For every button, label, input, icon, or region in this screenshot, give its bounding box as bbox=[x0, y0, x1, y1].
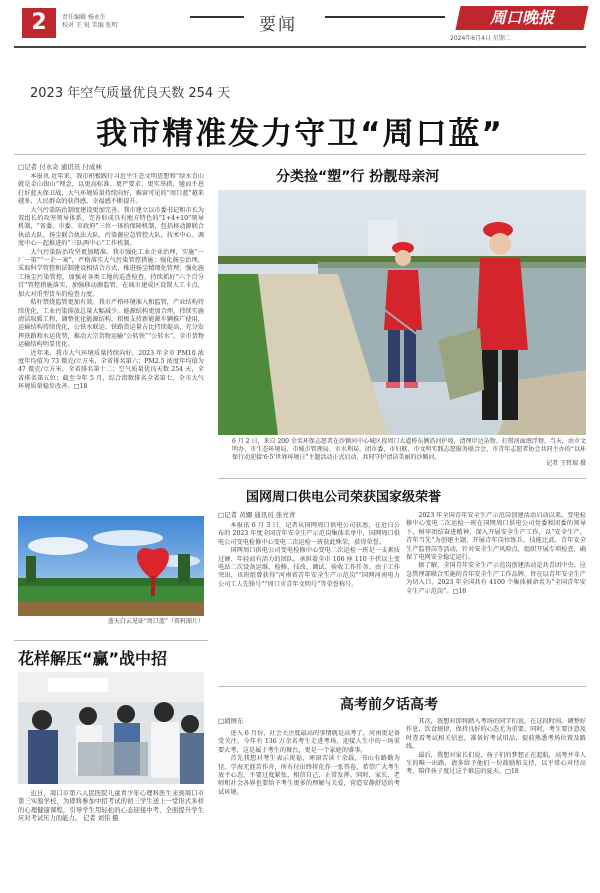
feature-photo-credit: 记者 王哲瑞 摄 bbox=[546, 460, 586, 467]
paragraph: 进入 6 月份，社会关注度最高的事情就是高考了，河南更是备受关注，今年有 136 万余名考生走进考场，迎接人生中的一场重要大考，这是属于考生的舞台，更是一个家庭的盛事。 bbox=[218, 730, 400, 754]
story2-col1 bbox=[218, 522, 400, 682]
volunteers-riverbank-image bbox=[218, 190, 586, 435]
logo-text: 周口晚报 bbox=[489, 8, 554, 27]
paragraph: 秸秆禁烧监管更加有效。我市严格环境准入和监管，产业结构持续优化，工业污染排放总量大幅减少。能源结构更加合理，持续实施清洁取暖工程，调整优化能源结构，积极支持新能源车辆推广使用，运输结构持续优化，公铁水联运、铁路货运量占比持续提高，充分发挥铁路和水运优势，推动大宗货物运输“公转铁”“公转水”，全市货物运输结构明显优化。 bbox=[18, 299, 204, 349]
paragraph: 2023 年全国青年安全生产示范岗创建活动启动以来，变电检修中心变电二次运检一班在国网周口供电公司党委和团委的领导下，树牢团结奋进精神，深入开展安全生产工作，以“安全生产，青年当先”为创建主题，开展青年岗位练兵、技能比武、青年安全生产监督岗等活动，针对安全生产风险点，组织开展专项检查，确保了电网安全稳定运行。 bbox=[406, 512, 586, 562]
editor-line: 校对 王 锐 美编 张明 bbox=[62, 22, 118, 29]
lead-kicker: 2023 年空气质量优良天数 254 天 bbox=[30, 86, 231, 101]
feature-caption: 6 月 2 日，来自 200 余名环保志愿者在沙颍河中心城区段周口大道桥东侧沿河护坡，清理岸边杂物、打捞河面漂浮物。当天，由市文明办、市生态环境局、市城市管理局、市水利局、团市委、市妇联、市文明实践志愿服务联合会、市青年志愿者协会共同主办的“以环保行动迎接‘6·5’世界环境日”主题活动正式启动，共同守护清洁美丽的沙颍河。 bbox=[232, 438, 586, 462]
lead-headline: 我市精准发力守卫“周口蓝” bbox=[96, 116, 504, 152]
paragraph: 最后，我想对家长们说，孩子们的梦想正在起航，高考并非人生的唯一出路，请多给予他们一份鼓励和支持，以平常心对待高考，陪伴孩子度过这个难忘的夏天。□18 bbox=[406, 751, 586, 776]
lead-story-body bbox=[18, 173, 204, 511]
story2-col2 bbox=[406, 512, 586, 682]
paragraph: 近年来，我市大气环境质量持续向好，2023 年全市 PM10 浓度年均值为 73 微克/立方米，全省排名第六；PM2.5 浓度年均值为 47 微克/立方米，全省排名第十二；空气质量优良天数 254 天，全省排名第五位；截至今年 5 月，综合指数排名全省第七，全市大气环境质量稳步改善。□18 bbox=[18, 349, 204, 391]
divider bbox=[14, 640, 208, 641]
divider bbox=[14, 154, 586, 155]
masthead-rule bbox=[14, 46, 586, 48]
paragraph: 国网周口供电公司变电检修中心变电二次运检一班是一支素质过硬、年轻而有活力的团队，承担着全市 106 座 110 千伏以上变电站二次设备运维、检修、技改、调试、验收工作任务。由于工作突出，该班组曾获得“河南省青年安全生产示范岗”“国网河南电力公司工人先锋号”“周口市青年文明号”等荣誉称号。 bbox=[218, 547, 400, 588]
paragraph: 据了解，全国青年安全生产示范岗创建活动是共青团中央、应急管理部联合实施的青年安全生产工作品牌，旨在以青年安全生产为切入口，2023 年全国共有 4100 个集体被命名为“全国青年安全生产示范岗”。□18 bbox=[406, 562, 586, 595]
paragraph: 近日，周口市第六人民医院儿童青少年心理科医生来到周口市第三实验学校，为即将参加中招考试的初三学生送上一堂形式多样的心理健康课程，引导学生用轻松的心态迎接中考，全面提升学生应对考试压力的能力。 记者 刘伟 摄 bbox=[18, 790, 204, 823]
paragraph: 本报讯 6 月 3 日，记者从国网周口供电公司获悉，在近日公布的 2023 年度全国青年安全生产示范岗集体名单中，国网周口供电公司变电检修中心变电二次运检一班获此殊荣，获得荣誉。 bbox=[218, 522, 400, 546]
divider bbox=[218, 478, 586, 479]
story3-headline: 花样解压“赢”战中招 bbox=[18, 649, 168, 668]
story4-byline: □胡屏东 bbox=[218, 717, 244, 725]
classroom-image bbox=[18, 672, 204, 784]
paragraph: 首先我想对考生表示祝福，寒窗苦读十余载，书山有路勤为径，学海无涯苦作舟，所有付出终将化作一张答卷，希望广大考生放平心态，不要过度紧张，相信自己，正常发挥。同时，家长、老师和社会各界也要给予考生更多的理解与关爱，营造安静舒适的考试环境。 bbox=[218, 755, 400, 796]
lead-photo-caption: 蓝天白云见证“周口蓝”（资料图片） bbox=[107, 618, 204, 625]
feature-headline: 分类捡“塑”行 扮靓母亲河 bbox=[276, 169, 440, 185]
story4-col1 bbox=[218, 730, 400, 860]
story4-col2 bbox=[406, 718, 586, 860]
story3-photo bbox=[18, 672, 204, 784]
paragraph: 大气污染防治攻坚更加精准。我市强化工业企业治理，实施“一厂一策”“一企一案”，严格落实大气污染管控措施；强化扬尘治理，采取科学管控和法制建设相结合方式，推进扬尘精细化管理；强化施工扬尘污染管控，加强对各类工地的巡查检查，持续抓好“六个百分百”管控措施落实，加强移动源监管，在城市建成区设置人工卡点，加大对重型货车的检查力度。 bbox=[18, 248, 204, 298]
story2-byline: □记者 黄娜 通讯员 张亮青 bbox=[218, 511, 296, 519]
issue-date: 2024年6月4日 星期二 bbox=[450, 35, 511, 42]
editor-credits bbox=[62, 14, 118, 30]
paragraph: 本报讯 近年来，我市积极践行习近平生态文明思想和“绿水青山就是金山银山”理念，以更高标准、更严要求、更实举措，驰而不息打好蓝天保卫战，大气环境质量持续向好，推窗可见的“周口蓝”越来越多，人民群众的获得感、幸福感不断提升。 bbox=[18, 173, 204, 206]
lead-byline: □记者 付永奇 通讯员 付成林 bbox=[18, 163, 102, 171]
lead-photo bbox=[18, 516, 204, 616]
paragraph: 其次，我想对即将踏入考场的同学们说，在这段时间，调整好作息，饮食规律，保持良好的心态尤为重要。同时，考生要注意及时查看考试相关信息，准备好考试用品，提前熟悉考场位置及路线。 bbox=[406, 718, 586, 751]
paragraph: 大气污染防治制度建设更加完善。我市建立以市委书记和市长为双组长的攻坚领导体系，完善形成具有地方特色的“1+4+10”领导机制，“省委、市委、市政府”三位一体的保障机制，包括移动源联合执法大队、扬尘联合执法大队、污染源应急管控大队，技术中心、调度中心一起推进的“三队两中心”工作机制。 bbox=[18, 206, 204, 248]
divider bbox=[218, 686, 586, 687]
header-rule bbox=[325, 16, 445, 18]
page-number: 2 bbox=[22, 8, 56, 38]
editor-line: 责任编辑 杨永生 bbox=[62, 14, 106, 21]
header-rule bbox=[190, 16, 244, 18]
story3-body bbox=[18, 790, 204, 852]
story2-headline: 国网周口供电公司荣获国家级荣誉 bbox=[246, 490, 442, 505]
feature-photo bbox=[218, 190, 586, 435]
sky-park-image bbox=[18, 516, 204, 616]
newspaper-logo bbox=[455, 6, 588, 30]
story4-headline: 高考前夕话高考 bbox=[340, 697, 438, 713]
section-title: 要闻 bbox=[259, 15, 297, 35]
